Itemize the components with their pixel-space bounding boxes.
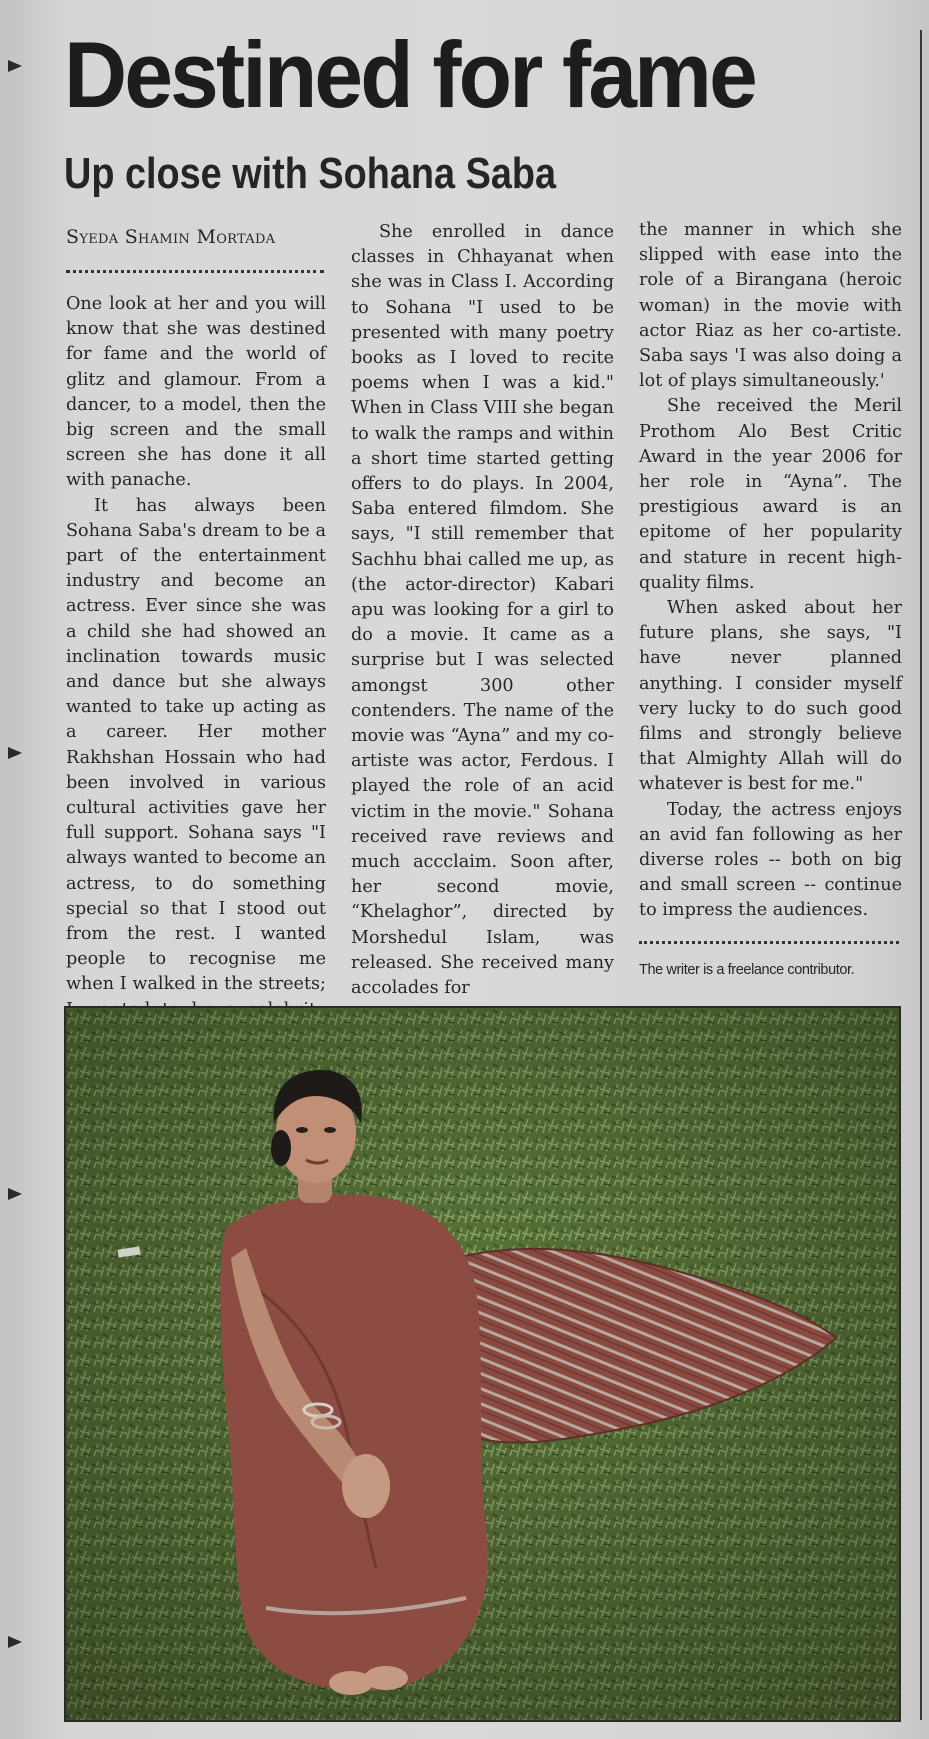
subheadline: Up close with Sohana Saba — [64, 149, 557, 198]
column-rule — [920, 30, 922, 1720]
contributor-note: The writer is a freelance contributor. — [639, 962, 855, 978]
byline: Syeda Shamin Mortada — [66, 226, 276, 248]
paragraph: When asked about her future plans, she says, "I have never planned anything. I consider myself very lucky to do such good films and strongly believe that Almighty Allah will do whatever is best for me." — [639, 598, 902, 795]
paragraph: One look at her and you will know that she was destined for fame and the world of glitz and glamour. From a dancer, to a model, then the big screen and the small screen she has done it all with panache. — [66, 294, 326, 491]
paragraph: She enrolled in dance classes in Chhayanat when she was in Class I. According to Sohana "I used to be presented with many poetry books as I loved to recite poems when I was a kid." When in Class VIII she began to walk the ramps and within a short time started getting offers to do plays. In 2004, Saba entered filmdom. She says, "I still remember that Sachhu bhai called me up, as (the actor-director) Kabari apu was looking for a girl to do a movie. It came as a surprise but I was selected amongst 300 other contenders. The name of the movie was “Ayna” and my co-artiste was actor, Ferdous. I played the role of an acid victim in the movie." Sohana received rave reviews and much accclaim. Soon after, her second movie, “Khelaghor”, directed by Morshedul Islam, was released. She received many accolades for — [351, 222, 614, 999]
paragraph: Today, the actress enjoys an avid fan following as her diverse roles -- both on big and small screen -- continue to impress the audiences. — [639, 799, 902, 921]
paragraph: the manner in which she slipped with ease into the role of a Birangana (heroic woman) in the movie with actor Riaz as her co-artiste. Saba says 'I was also doing a lot of plays simultaneously.' — [639, 220, 902, 392]
portrait-photo — [64, 1006, 901, 1722]
article-end-divider — [639, 941, 899, 944]
byline-divider — [66, 270, 324, 273]
binding-mark-icon — [8, 747, 22, 759]
article-column-1 — [66, 292, 326, 1048]
paragraph: It has always been Sohana Saba's dream to be a part of the entertainment industry and become an actress. Ever since she was a child she had showed an inclination towards music and dance but she always wanted to take up acting as a career. Her mother Rakhshan Hossain who had been involved in various cultural activities gave her full support. Sohana says "I always wanted to become an actress, to do something special so that I stood out from the rest. I wanted people to recognise me when I walked in the streets; — [66, 495, 326, 995]
headline: Destined for fame — [64, 22, 755, 127]
binding-mark-icon — [8, 1636, 22, 1648]
binding-mark-icon — [8, 60, 22, 72]
article-column-2 — [351, 220, 614, 1001]
article-column-3 — [639, 218, 902, 924]
paragraph: She received the Meril Prothom Alo Best Critic Award in the year 2006 for her role in “Ayna”. The prestigious award is an epitome of her popularity and stature in recent high-quality films. — [639, 396, 902, 593]
photo-illustration — [66, 1008, 899, 1720]
binding-mark-icon — [8, 1188, 22, 1200]
